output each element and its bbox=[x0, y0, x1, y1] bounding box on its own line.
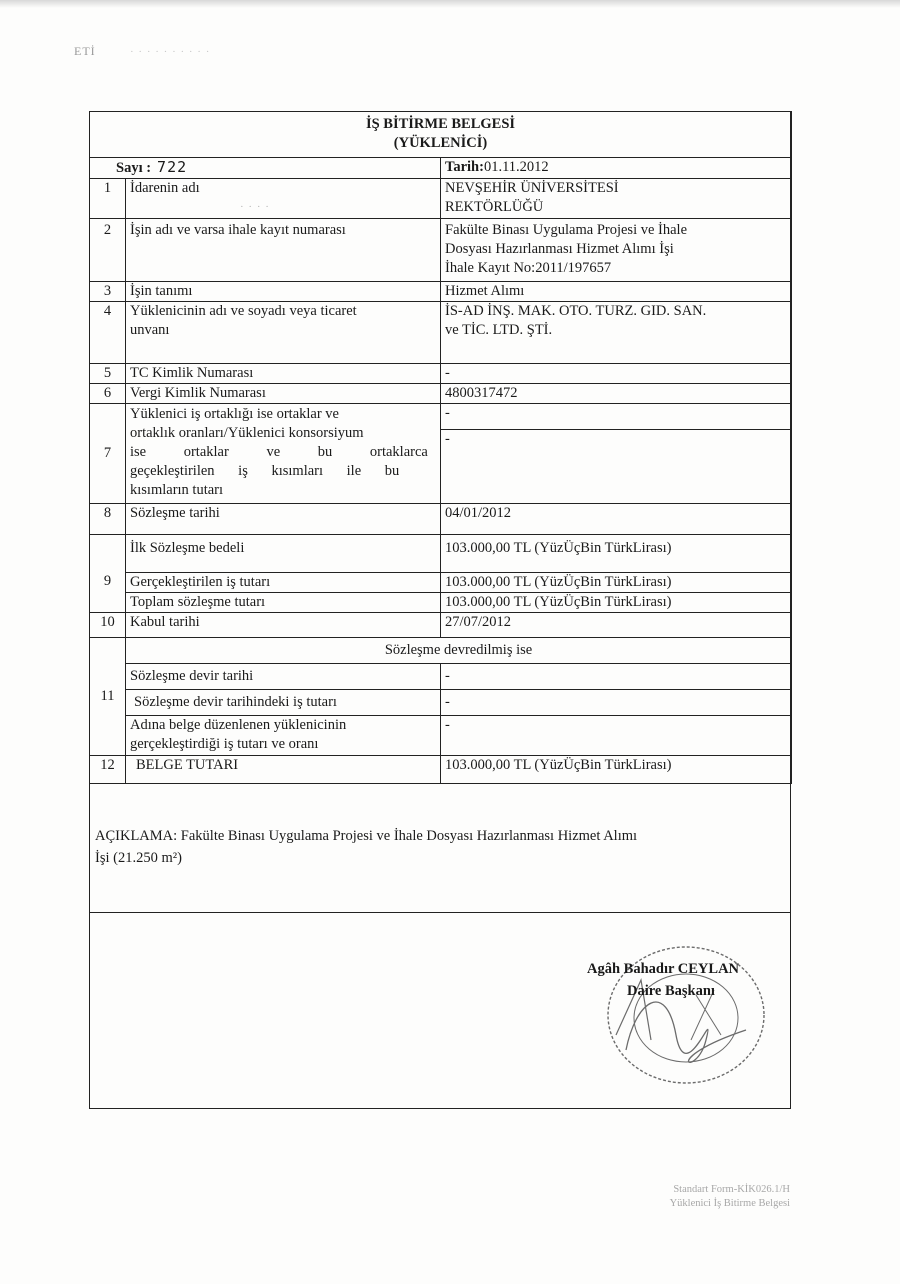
belge-table bbox=[89, 111, 792, 784]
table-row bbox=[90, 664, 792, 690]
row-label: Sözleşme devir tarihi bbox=[126, 664, 441, 690]
row-number: 9 bbox=[90, 535, 126, 613]
table-row bbox=[90, 593, 792, 613]
row-value: - bbox=[441, 430, 792, 504]
row-value: 103.000,00 TL (YüzÜçBin TürkLirası) bbox=[441, 573, 792, 593]
label-line: Yüklenicinin adı ve soyadı veya ticaret bbox=[130, 303, 357, 319]
table-row bbox=[90, 179, 792, 219]
row-value: 103.000,00 TL (YüzÜçBin TürkLirası) bbox=[441, 593, 792, 613]
row-value: 103.000,00 TL (YüzÜçBin TürkLirası) bbox=[441, 535, 792, 573]
row-value bbox=[441, 179, 792, 219]
row-number: 10 bbox=[90, 613, 126, 638]
table-row bbox=[90, 219, 792, 282]
row-value: 04/01/2012 bbox=[441, 504, 792, 535]
tarih-label: Tarih: bbox=[445, 159, 484, 175]
row-number: 12 bbox=[90, 756, 126, 784]
row-label: Kabul tarihi bbox=[126, 613, 441, 638]
row-label: İdarenin adı bbox=[126, 179, 441, 219]
table-row bbox=[90, 756, 792, 784]
row-value: - bbox=[441, 404, 792, 430]
value-line: İS-AD İNŞ. MAK. OTO. TURZ. GID. SAN. bbox=[445, 303, 707, 319]
row-value: 27/07/2012 bbox=[441, 613, 792, 638]
row-label: BELGE TUTARI bbox=[126, 756, 441, 784]
form-footer bbox=[600, 1183, 790, 1211]
table-row bbox=[90, 282, 792, 302]
row-label: Vergi Kimlik Numarası bbox=[126, 384, 441, 404]
value-line: ve TİC. LTD. ŞTİ. bbox=[445, 322, 553, 338]
table-row bbox=[90, 535, 792, 573]
label-line: gerçekleştirdiği iş tutarı ve oranı bbox=[130, 736, 319, 752]
row-label bbox=[126, 404, 441, 504]
row-number: 11 bbox=[90, 638, 126, 756]
table-row bbox=[90, 690, 792, 716]
row-number: 7 bbox=[90, 404, 126, 504]
table-row bbox=[90, 384, 792, 404]
divider bbox=[89, 912, 791, 913]
footer-form-code: Standart Form-KİK026.1/H bbox=[673, 1184, 790, 1195]
row-number: 8 bbox=[90, 504, 126, 535]
stray-mark: ETİ bbox=[74, 44, 96, 58]
table-row bbox=[90, 613, 792, 638]
table-row bbox=[90, 573, 792, 593]
row-value: - bbox=[441, 690, 792, 716]
row-value: 4800317472 bbox=[441, 384, 792, 404]
row-value: Hizmet Alımı bbox=[441, 282, 792, 302]
row-label: Gerçekleştirilen iş tutarı bbox=[126, 573, 441, 593]
table-row bbox=[90, 404, 792, 430]
label-line: Adına belge düzenlenen yüklenicinin bbox=[130, 717, 347, 733]
row-label: İşin tanımı bbox=[126, 282, 441, 302]
row-number: 4 bbox=[90, 302, 126, 364]
row-label bbox=[126, 302, 441, 364]
label-text: ise ortaklar ve bu ortaklarca bbox=[130, 444, 428, 460]
value-line: NEVŞEHİR ÜNİVERSİTESİ bbox=[445, 180, 619, 196]
row-label: Toplam sözleşme tutarı bbox=[126, 593, 441, 613]
sayi-label: Sayı : bbox=[116, 160, 152, 176]
sayi-value: 722 bbox=[157, 158, 188, 176]
signer-title: Daire Başkanı bbox=[627, 983, 715, 999]
title-cell bbox=[90, 112, 792, 158]
title-row bbox=[90, 112, 792, 158]
table-row bbox=[90, 638, 792, 664]
label-line: geçekleştirilen iş kısımları ile bu bbox=[130, 463, 400, 479]
table-row bbox=[90, 364, 792, 384]
faint-mark: · · · · · · · · · · bbox=[130, 46, 211, 58]
document-title: İŞ BİTİRME BELGESİ bbox=[365, 116, 516, 132]
aciklama-line: İşi (21.250 m²) bbox=[95, 850, 182, 866]
row-value bbox=[441, 219, 792, 282]
label-line: ortaklık oranları/Yüklenici konsorsiyum bbox=[130, 425, 364, 441]
table-row bbox=[90, 716, 792, 756]
label-line bbox=[130, 443, 436, 462]
sayi-tarih-row bbox=[90, 158, 792, 179]
row-number: 6 bbox=[90, 384, 126, 404]
scan-edge bbox=[0, 0, 900, 8]
row-value: - bbox=[441, 716, 792, 756]
value-line: REKTÖRLÜĞÜ bbox=[445, 199, 544, 215]
tarih-value: 01.11.2012 bbox=[483, 159, 549, 175]
table-row bbox=[90, 504, 792, 535]
row-number: 5 bbox=[90, 364, 126, 384]
ghost-stamp: · · · · bbox=[240, 201, 270, 213]
row-label: TC Kimlik Numarası bbox=[126, 364, 441, 384]
aciklama bbox=[95, 825, 785, 869]
row-value: - bbox=[441, 664, 792, 690]
signature-scribble bbox=[626, 1002, 746, 1062]
signer-block bbox=[587, 958, 739, 1002]
row-number: 1 bbox=[90, 179, 126, 219]
row-value bbox=[441, 302, 792, 364]
row-label: İşin adı ve varsa ihale kayıt numarası bbox=[126, 219, 441, 282]
row-label bbox=[126, 716, 441, 756]
row-value: - bbox=[441, 364, 792, 384]
value-line: Fakülte Binası Uygulama Projesi ve İhale bbox=[445, 222, 688, 238]
document-subtitle: (YÜKLENİCİ) bbox=[393, 135, 488, 151]
row-label: İlk Sözleşme bedeli bbox=[126, 535, 441, 573]
value-line: Dosyası Hazırlanması Hizmet Alımı İşi bbox=[445, 241, 674, 257]
row-label: Sözleşme tarihi bbox=[126, 504, 441, 535]
aciklama-line: AÇIKLAMA: Fakülte Binası Uygulama Projesi ve İhale Dosyası Hazırlanması Hizmet Alımı bbox=[95, 828, 638, 844]
row-number: 2 bbox=[90, 219, 126, 282]
signer-name: Agâh Bahadır CEYLAN bbox=[587, 961, 740, 977]
devir-heading: Sözleşme devredilmiş ise bbox=[126, 638, 792, 664]
tarih-cell bbox=[441, 158, 792, 179]
label-line: kısımların tutarı bbox=[130, 482, 224, 498]
row-number: 3 bbox=[90, 282, 126, 302]
sayi-cell bbox=[90, 158, 441, 179]
row-label: Sözleşme devir tarihindeki iş tutarı bbox=[126, 690, 441, 716]
footer-form-name: Yüklenici İş Bitirme Belgesi bbox=[669, 1198, 790, 1209]
row-value: 103.000,00 TL (YüzÜçBin TürkLirası) bbox=[441, 756, 792, 784]
label-line: Yüklenici iş ortaklığı ise ortaklar ve bbox=[130, 406, 339, 422]
table-row bbox=[90, 302, 792, 364]
label-line: unvanı bbox=[130, 322, 170, 338]
value-line: İhale Kayıt No:2011/197657 bbox=[445, 260, 612, 276]
